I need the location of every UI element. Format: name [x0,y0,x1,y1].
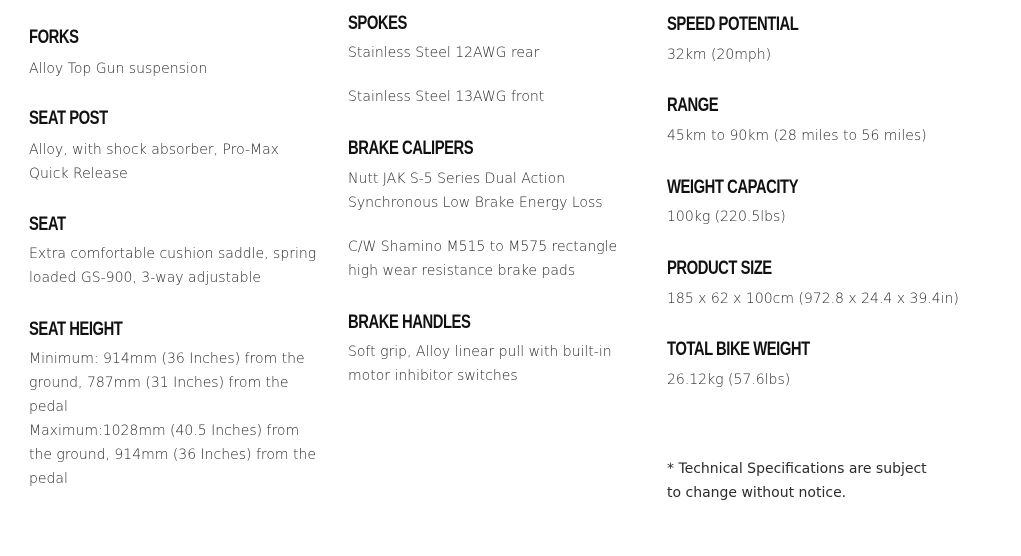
spec-value: Maximum:1028mm (40.5 Inches) from [29,423,300,439]
spec-title: BRAKE CALIPERS [348,138,474,159]
disclaimer-note [667,457,957,505]
spec-forks [29,27,319,81]
spec-value: 32km (20mph) [667,47,772,63]
spec-title: PRODUCT SIZE [667,258,772,279]
spec-title: SEAT [29,214,66,235]
spec-value: C/W Shamino M515 to M575 rectangle [348,239,618,255]
spec-value: Synchronous Low Brake Energy Loss [348,195,603,211]
spec-value: ground, 787mm (31 Inches) from the [29,375,289,391]
spec-value: pedal [29,399,68,415]
spec-value: 45km to 90km (28 miles to 56 miles) [667,128,927,144]
spec-value: motor inhibitor switches [348,368,518,384]
spec-product-size [667,258,957,311]
spec-title: SPOKES [348,13,407,34]
spec-title: TOTAL BIKE WEIGHT [667,339,810,360]
spec-brake-handles [348,312,638,388]
spec-total-bike-weight [667,339,957,392]
spec-value: Nutt JAK S-5 Series Dual Action [348,171,566,187]
spec-title: SEAT POST [29,108,108,129]
spec-value: the ground, 914mm (36 Inches) from the [29,447,316,463]
spec-brake-calipers [348,138,638,283]
spec-value: Quick Release [29,166,128,182]
spec-value: 100kg (220.5lbs) [667,209,786,225]
spec-value: 26.12kg (57.6lbs) [667,372,791,388]
spec-value: Stainless Steel 13AWG front [348,89,545,105]
spec-value: Soft grip, Alloy linear pull with built-in [348,344,612,360]
spec-value: loaded GS-900, 3-way adjustable [29,270,261,286]
spec-weight-capacity [667,177,957,229]
spec-value: Minimum: 914mm (36 Inches) from the [29,351,305,367]
spec-title: SPEED POTENTIAL [667,14,799,35]
spec-title: BRAKE HANDLES [348,312,471,333]
spec-seat [29,214,319,290]
spec-title: RANGE [667,95,719,116]
spec-value: Stainless Steel 12AWG rear [348,45,540,61]
spec-value: Alloy, with shock absorber, Pro-Max [29,142,279,158]
spec-range [667,95,957,148]
spec-spokes [348,13,638,109]
spec-seat-height [29,319,319,491]
note-line: to change without notice. [667,485,847,501]
spec-value: pedal [29,471,68,487]
spec-speed-potential [667,14,957,67]
note-line: * Technical Specifications are subject [667,461,927,477]
spec-value: Alloy Top Gun suspension [29,61,208,77]
spec-seat-post [29,108,319,186]
spec-value: Extra comfortable cushion saddle, spring [29,246,317,262]
spec-title: FORKS [29,27,79,48]
spec-title: WEIGHT CAPACITY [667,177,799,198]
spec-value: high wear resistance brake pads [348,263,576,279]
spec-value: 185 x 62 x 100cm (972.8 x 24.4 x 39.4in) [667,291,959,307]
spec-title: SEAT HEIGHT [29,319,123,340]
